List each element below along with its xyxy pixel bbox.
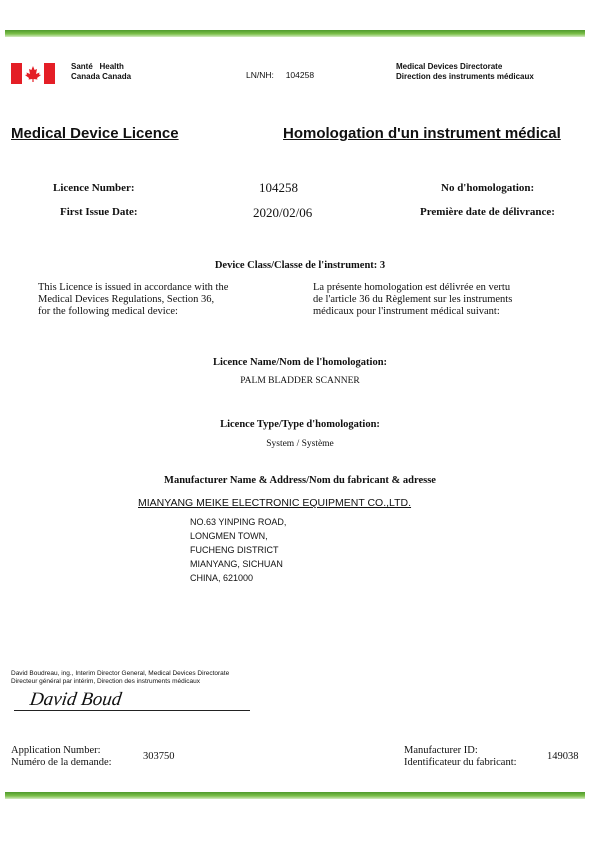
licence-name-value: PALM BLADDER SCANNER	[240, 376, 360, 386]
title-en: Medical Device Licence	[11, 125, 179, 142]
directorate-en: Medical Devices Directorate	[396, 62, 503, 71]
signatory-line-en: David Boudreau, ing., Interim Director General, Medical Devices Directorate	[11, 670, 230, 677]
intro-fr	[313, 282, 512, 318]
intro-fr-line-3: médicaux pour l'instrument médical suivant:	[313, 306, 500, 317]
top-green-bar	[5, 30, 585, 37]
ln-number	[246, 70, 314, 80]
intro-fr-line-1: La présente homologation est délivrée en vertu	[313, 282, 511, 293]
address-line: CHINA, 621000	[190, 573, 254, 583]
directorate-block	[396, 62, 534, 82]
address-line: LONGMEN TOWN,	[190, 531, 268, 541]
intro-en	[38, 282, 228, 318]
licence-number-label-fr: No d'homologation:	[441, 182, 535, 194]
dept-canada-en: Canada	[102, 72, 132, 81]
bottom-green-bar	[5, 792, 585, 799]
manufacturer-label: Manufacturer Name & Address/Nom du fabricant & adresse	[164, 475, 436, 486]
intro-en-line-1: This Licence is issued in accordance with the	[38, 282, 229, 293]
signature-text: David Boud	[28, 689, 123, 710]
application-label-en: Application Number:	[11, 745, 101, 756]
manufacturer-id-label-en: Manufacturer ID:	[404, 745, 478, 756]
canada-flag-icon	[11, 63, 55, 84]
address-line: NO.63 YINPING ROAD,	[190, 517, 287, 527]
signature-line	[14, 710, 250, 711]
signatory-block	[11, 670, 229, 685]
intro-fr-line-2: de l'article 36 du Règlement sur les instruments	[313, 294, 513, 305]
manufacturer-id-label-fr: Identificateur du fabricant:	[404, 757, 517, 768]
address-line: MIANYANG, SICHUAN	[190, 559, 283, 569]
manufacturer-id-label	[404, 745, 517, 769]
intro-en-line-2: Medical Devices Regulations, Section 36,	[38, 294, 215, 305]
dept-canada-fr: Canada	[71, 72, 100, 81]
issue-date-label: First Issue Date:	[60, 206, 138, 218]
title-fr: Homologation d'un instrument médical	[283, 125, 561, 142]
manufacturer-id-value: 149038	[547, 751, 579, 762]
licence-number-label: Licence Number:	[53, 182, 135, 194]
application-label-fr: Numéro de la demande:	[11, 757, 112, 768]
ln-value: 104258	[285, 70, 315, 80]
device-class: Device Class/Classe de l'instrument: 3	[214, 260, 386, 271]
address-line: FUCHENG DISTRICT	[190, 545, 279, 555]
signatory-line-fr: Directeur général par intérim, Direction des instruments médicaux	[11, 677, 200, 685]
signature	[28, 689, 122, 711]
manufacturer-name: MIANYANG MEIKE ELECTRONIC EQUIPMENT CO.,LTD.	[138, 497, 412, 509]
dept-sante: Santé	[71, 62, 93, 71]
issue-date-value: 2020/02/06	[253, 205, 313, 220]
dept-health: Health	[99, 62, 124, 71]
issue-date-label-fr: Première date de délivrance:	[420, 206, 555, 218]
licence-number-value: 104258	[259, 180, 298, 195]
application-number-label	[11, 745, 112, 769]
licence-name-label: Licence Name/Nom de l'homologation:	[212, 357, 388, 368]
manufacturer-address	[190, 515, 286, 585]
directorate-fr: Direction des instruments médicaux	[396, 72, 534, 81]
licence-type-value: System / Système	[266, 439, 334, 449]
dept-wordmark	[71, 62, 131, 82]
ln-label: LN/NH:	[246, 70, 274, 80]
licence-type-label: Licence Type/Type d'homologation:	[220, 419, 380, 430]
intro-en-line-3: for the following medical device:	[38, 306, 178, 317]
application-number-value: 303750	[143, 751, 175, 762]
